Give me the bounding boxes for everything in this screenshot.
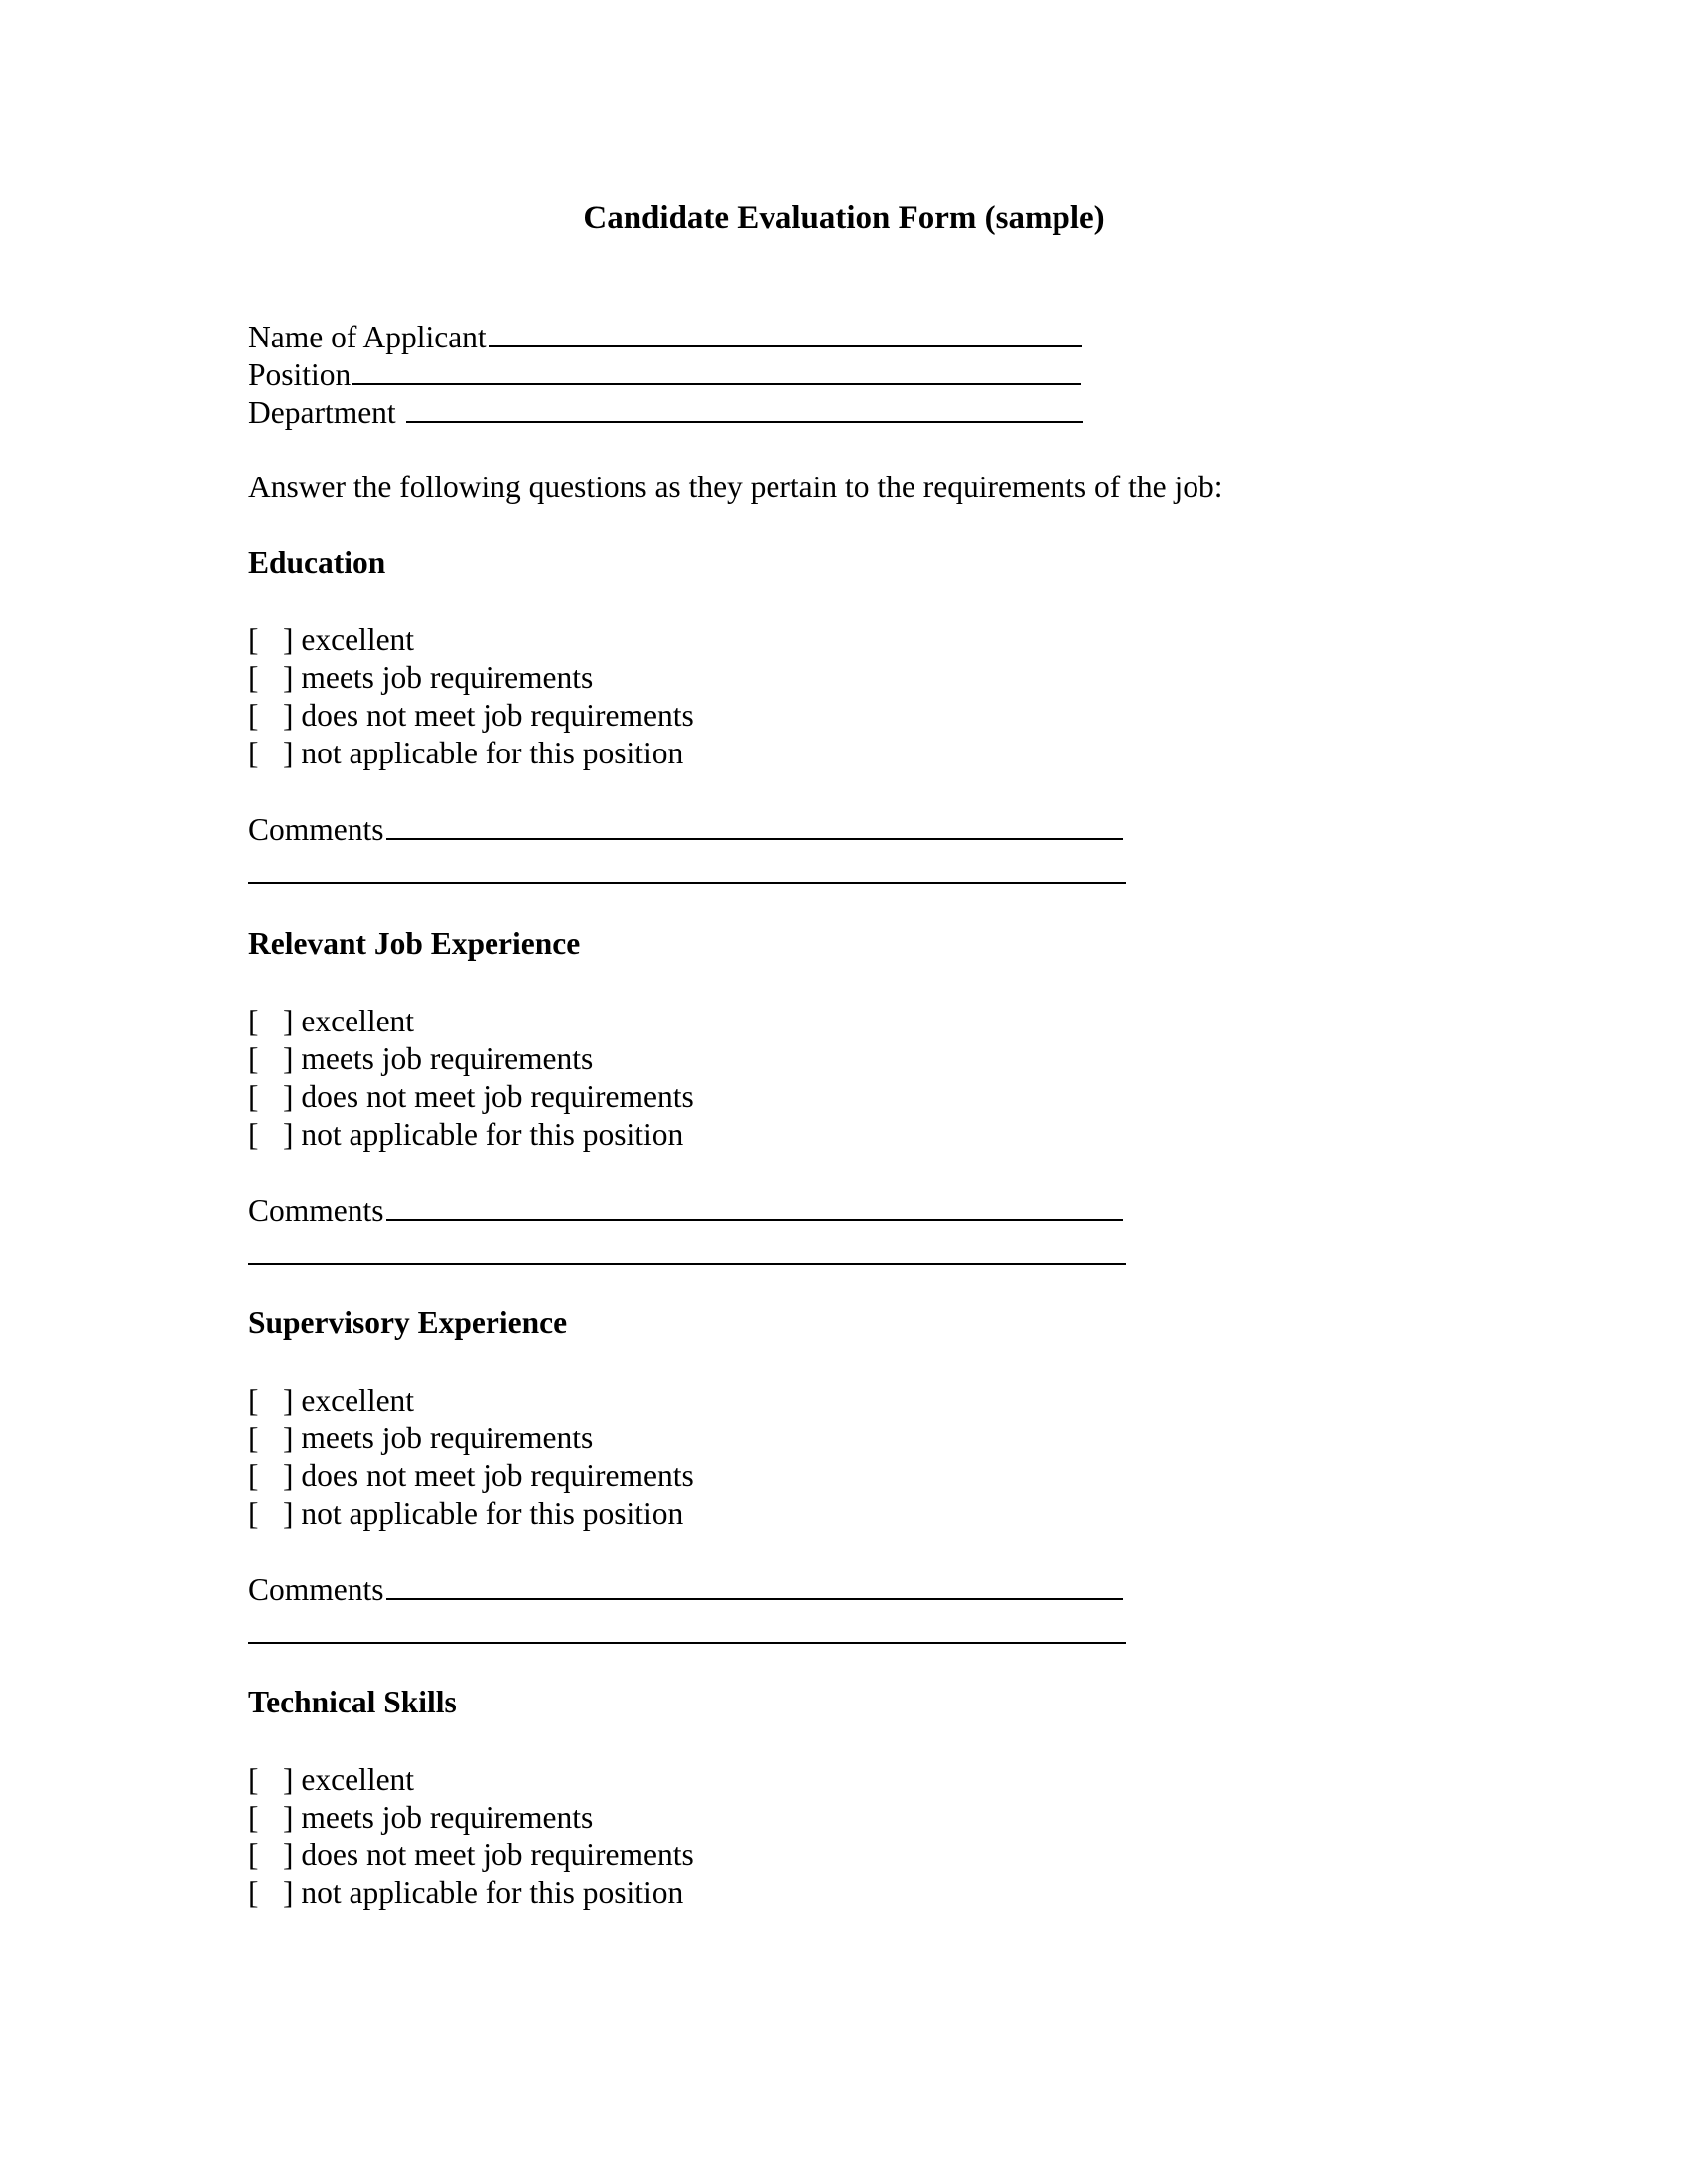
education-option-does-not-meet[interactable]: [248, 697, 694, 735]
option-label: not applicable for this position: [301, 1875, 684, 1910]
checkbox-open-bracket: [: [248, 622, 259, 657]
checkbox-close-bracket: ]: [283, 1383, 294, 1418]
comments-label: Comments: [248, 1572, 384, 1607]
supervisory-comments-line-2[interactable]: [248, 1642, 1126, 1644]
checkbox-close-bracket: ]: [283, 660, 294, 695]
checkbox-close-bracket: ]: [283, 736, 294, 770]
education-option-not-applicable[interactable]: [248, 735, 683, 772]
technical-option-meets[interactable]: [248, 1799, 593, 1837]
instructions-text: Answer the following questions as they pertain to the requirements of the job:: [248, 470, 1223, 504]
name-of-applicant-input[interactable]: [489, 318, 1082, 347]
comments-label: Comments: [248, 1193, 384, 1228]
option-label: meets job requirements: [301, 1421, 594, 1455]
supervisory-comments: [248, 1570, 1123, 1609]
checkbox-open-bracket: [: [248, 1117, 259, 1152]
name-of-applicant-field: [248, 318, 1082, 356]
education-comments: [248, 810, 1123, 849]
option-label: excellent: [301, 1004, 415, 1038]
department-input[interactable]: [406, 393, 1083, 423]
comments-label: Comments: [248, 812, 384, 847]
option-label: does not meet job requirements: [301, 1458, 694, 1493]
checkbox-close-bracket: ]: [283, 1496, 294, 1531]
option-label: meets job requirements: [301, 1041, 594, 1076]
checkbox-open-bracket: [: [248, 736, 259, 770]
checkbox-open-bracket: [: [248, 1496, 259, 1531]
supervisory-comments-input[interactable]: [386, 1570, 1123, 1600]
technical-option-does-not-meet[interactable]: [248, 1837, 694, 1874]
section-heading-technical-skills: Technical Skills: [248, 1685, 457, 1719]
option-label: does not meet job requirements: [301, 698, 694, 733]
experience-comments-line-2[interactable]: [248, 1263, 1126, 1265]
checkbox-close-bracket: ]: [283, 1004, 294, 1038]
experience-comments: [248, 1191, 1123, 1230]
section-heading-relevant-job-experience: Relevant Job Experience: [248, 926, 581, 961]
checkbox-close-bracket: ]: [283, 1875, 294, 1910]
checkbox-open-bracket: [: [248, 1421, 259, 1455]
checkbox-open-bracket: [: [248, 698, 259, 733]
checkbox-close-bracket: ]: [283, 698, 294, 733]
checkbox-close-bracket: ]: [283, 1762, 294, 1797]
option-label: does not meet job requirements: [301, 1838, 694, 1872]
experience-option-excellent[interactable]: [248, 1003, 414, 1040]
section-heading-supervisory-experience: Supervisory Experience: [248, 1305, 568, 1340]
checkbox-open-bracket: [: [248, 660, 259, 695]
option-label: does not meet job requirements: [301, 1079, 694, 1114]
experience-comments-input[interactable]: [386, 1191, 1123, 1221]
checkbox-close-bracket: ]: [283, 1117, 294, 1152]
page-title: Candidate Evaluation Form (sample): [583, 201, 1105, 236]
technical-option-excellent[interactable]: [248, 1761, 414, 1799]
option-label: excellent: [301, 622, 415, 657]
option-label: excellent: [301, 1762, 415, 1797]
checkbox-open-bracket: [: [248, 1383, 259, 1418]
position-field: [248, 355, 1081, 394]
section-heading-education: Education: [248, 545, 386, 580]
position-input[interactable]: [352, 355, 1081, 385]
option-label: excellent: [301, 1383, 415, 1418]
supervisory-option-not-applicable[interactable]: [248, 1495, 683, 1533]
option-label: meets job requirements: [301, 1800, 594, 1835]
checkbox-open-bracket: [: [248, 1762, 259, 1797]
option-label: not applicable for this position: [301, 1117, 684, 1152]
option-label: meets job requirements: [301, 660, 594, 695]
checkbox-open-bracket: [: [248, 1800, 259, 1835]
education-option-meets[interactable]: [248, 659, 593, 697]
position-label: Position: [248, 357, 352, 392]
checkbox-open-bracket: [: [248, 1875, 259, 1910]
experience-option-meets[interactable]: [248, 1040, 593, 1078]
checkbox-close-bracket: ]: [283, 1041, 294, 1076]
name-of-applicant-label: Name of Applicant: [248, 320, 487, 354]
checkbox-close-bracket: ]: [283, 1800, 294, 1835]
supervisory-option-does-not-meet[interactable]: [248, 1457, 694, 1495]
option-label: not applicable for this position: [301, 736, 684, 770]
checkbox-open-bracket: [: [248, 1079, 259, 1114]
department-label: Department: [248, 395, 396, 430]
checkbox-close-bracket: ]: [283, 1421, 294, 1455]
supervisory-option-meets[interactable]: [248, 1420, 593, 1457]
checkbox-close-bracket: ]: [283, 1079, 294, 1114]
experience-option-does-not-meet[interactable]: [248, 1078, 694, 1116]
department-field: [248, 393, 1083, 432]
checkbox-open-bracket: [: [248, 1004, 259, 1038]
technical-option-not-applicable[interactable]: [248, 1874, 683, 1912]
education-option-excellent[interactable]: [248, 621, 414, 659]
checkbox-open-bracket: [: [248, 1838, 259, 1872]
option-label: not applicable for this position: [301, 1496, 684, 1531]
education-comments-line-2[interactable]: [248, 882, 1126, 884]
checkbox-open-bracket: [: [248, 1458, 259, 1493]
education-comments-input[interactable]: [386, 810, 1123, 840]
supervisory-option-excellent[interactable]: [248, 1382, 414, 1420]
experience-option-not-applicable[interactable]: [248, 1116, 683, 1154]
checkbox-close-bracket: ]: [283, 622, 294, 657]
checkbox-open-bracket: [: [248, 1041, 259, 1076]
checkbox-close-bracket: ]: [283, 1458, 294, 1493]
checkbox-close-bracket: ]: [283, 1838, 294, 1872]
